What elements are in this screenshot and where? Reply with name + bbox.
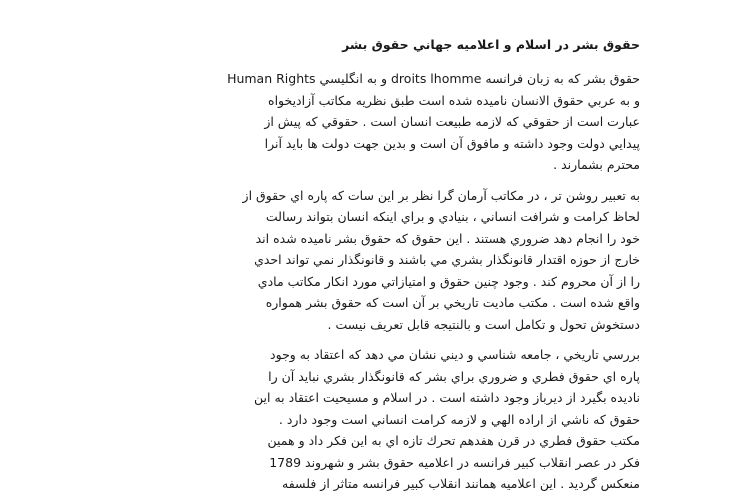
paragraph-line: عبارت است از حقوقي كه لازمه طبيعت انسان است . حقوقي كه پيش از [264, 114, 640, 129]
paragraph-line: لحاظ كرامت و شرافت انساني ، بنيادي و براي اينكه انسان بتواند رسالت [265, 209, 640, 224]
paragraph-line: واقع شده است . مكتب ماديت تاريخي بر آن است كه حقوق بشر همواره [265, 295, 640, 310]
paragraph-line: خارج از حوزه اقتدار قانونگذار بشري مي باشند و قانونگذار نمي تواند احدي [254, 252, 640, 267]
paragraph-line: پاره اي حقوق فطري و ضروري براي بشر كه قانونگذار بشري نبايد آن را [268, 368, 640, 384]
paragraph-line: حقوق كه ناشي از اراده الهي و لازمه كرامت انساني است وجود دارد . [278, 411, 640, 427]
paragraph-line: حقوق بشر که به زبان فرانسه droits lhomme و به انگليسي Human Rights [227, 71, 640, 86]
document-title: حقوق بشر در اسلام و اعلاميه جهاني حقوق بشر [342, 37, 640, 52]
paragraph-3 [120, 344, 640, 495]
paragraph-line: ناديده بگيرد از ديرباز وجود داشته است . در اسلام و مسيحيت اعتقاد به اين [254, 390, 640, 405]
paragraph-line: را از آن محروم كند . وجود چنين حقوق و امتيازاتي مورد انكار مكاتب مادي [257, 273, 640, 289]
paragraph-line: منعكس گرديد . اين اعلاميه همانند انقلاب كبير فرانسه متاثر از فلسفه [282, 476, 640, 491]
paragraph-line: پيدايي دولت وجود داشته و مافوق آن است و بدين جهت دولت ها بايد آنرا [264, 135, 640, 151]
paragraph-line: مكتب حقوق فطري در قرن هفدهم تحرك تازه اي به اين فكر داد و همين [267, 433, 640, 448]
paragraph-line: محترم بشمارند . [553, 157, 640, 172]
paragraph-line: خود را انجام دهد ضروري هستند . اين حقوق كه حقوق بشر ناميده شده اند [255, 230, 640, 246]
paragraph-line: فكر در عصر انقلاب كبير فرانسه در اعلاميه حقوق بشر و شهروند 1789 [269, 454, 640, 470]
paragraph-line: و به عربي حقوق الانسان ناميده شده است طبق نظريه مكاتب آزاديخواه [268, 92, 640, 108]
paragraph-line: بررسي تاريخي ، جامعه شناسي و ديني نشان مي دهد كه اعتقاد به وجود [270, 347, 640, 362]
paragraph-2 [120, 185, 640, 336]
paragraph-1 [120, 68, 640, 176]
document-page [120, 30, 640, 491]
paragraph-line: دستخوش تحول و تكامل است و بالنتيجه قابل تعريف نيست . [327, 316, 640, 332]
paragraph-line: به تعبير روشن تر ، در مكاتب آرمان گرا نظر بر اين سات كه پاره اي حقوق از [242, 187, 640, 203]
